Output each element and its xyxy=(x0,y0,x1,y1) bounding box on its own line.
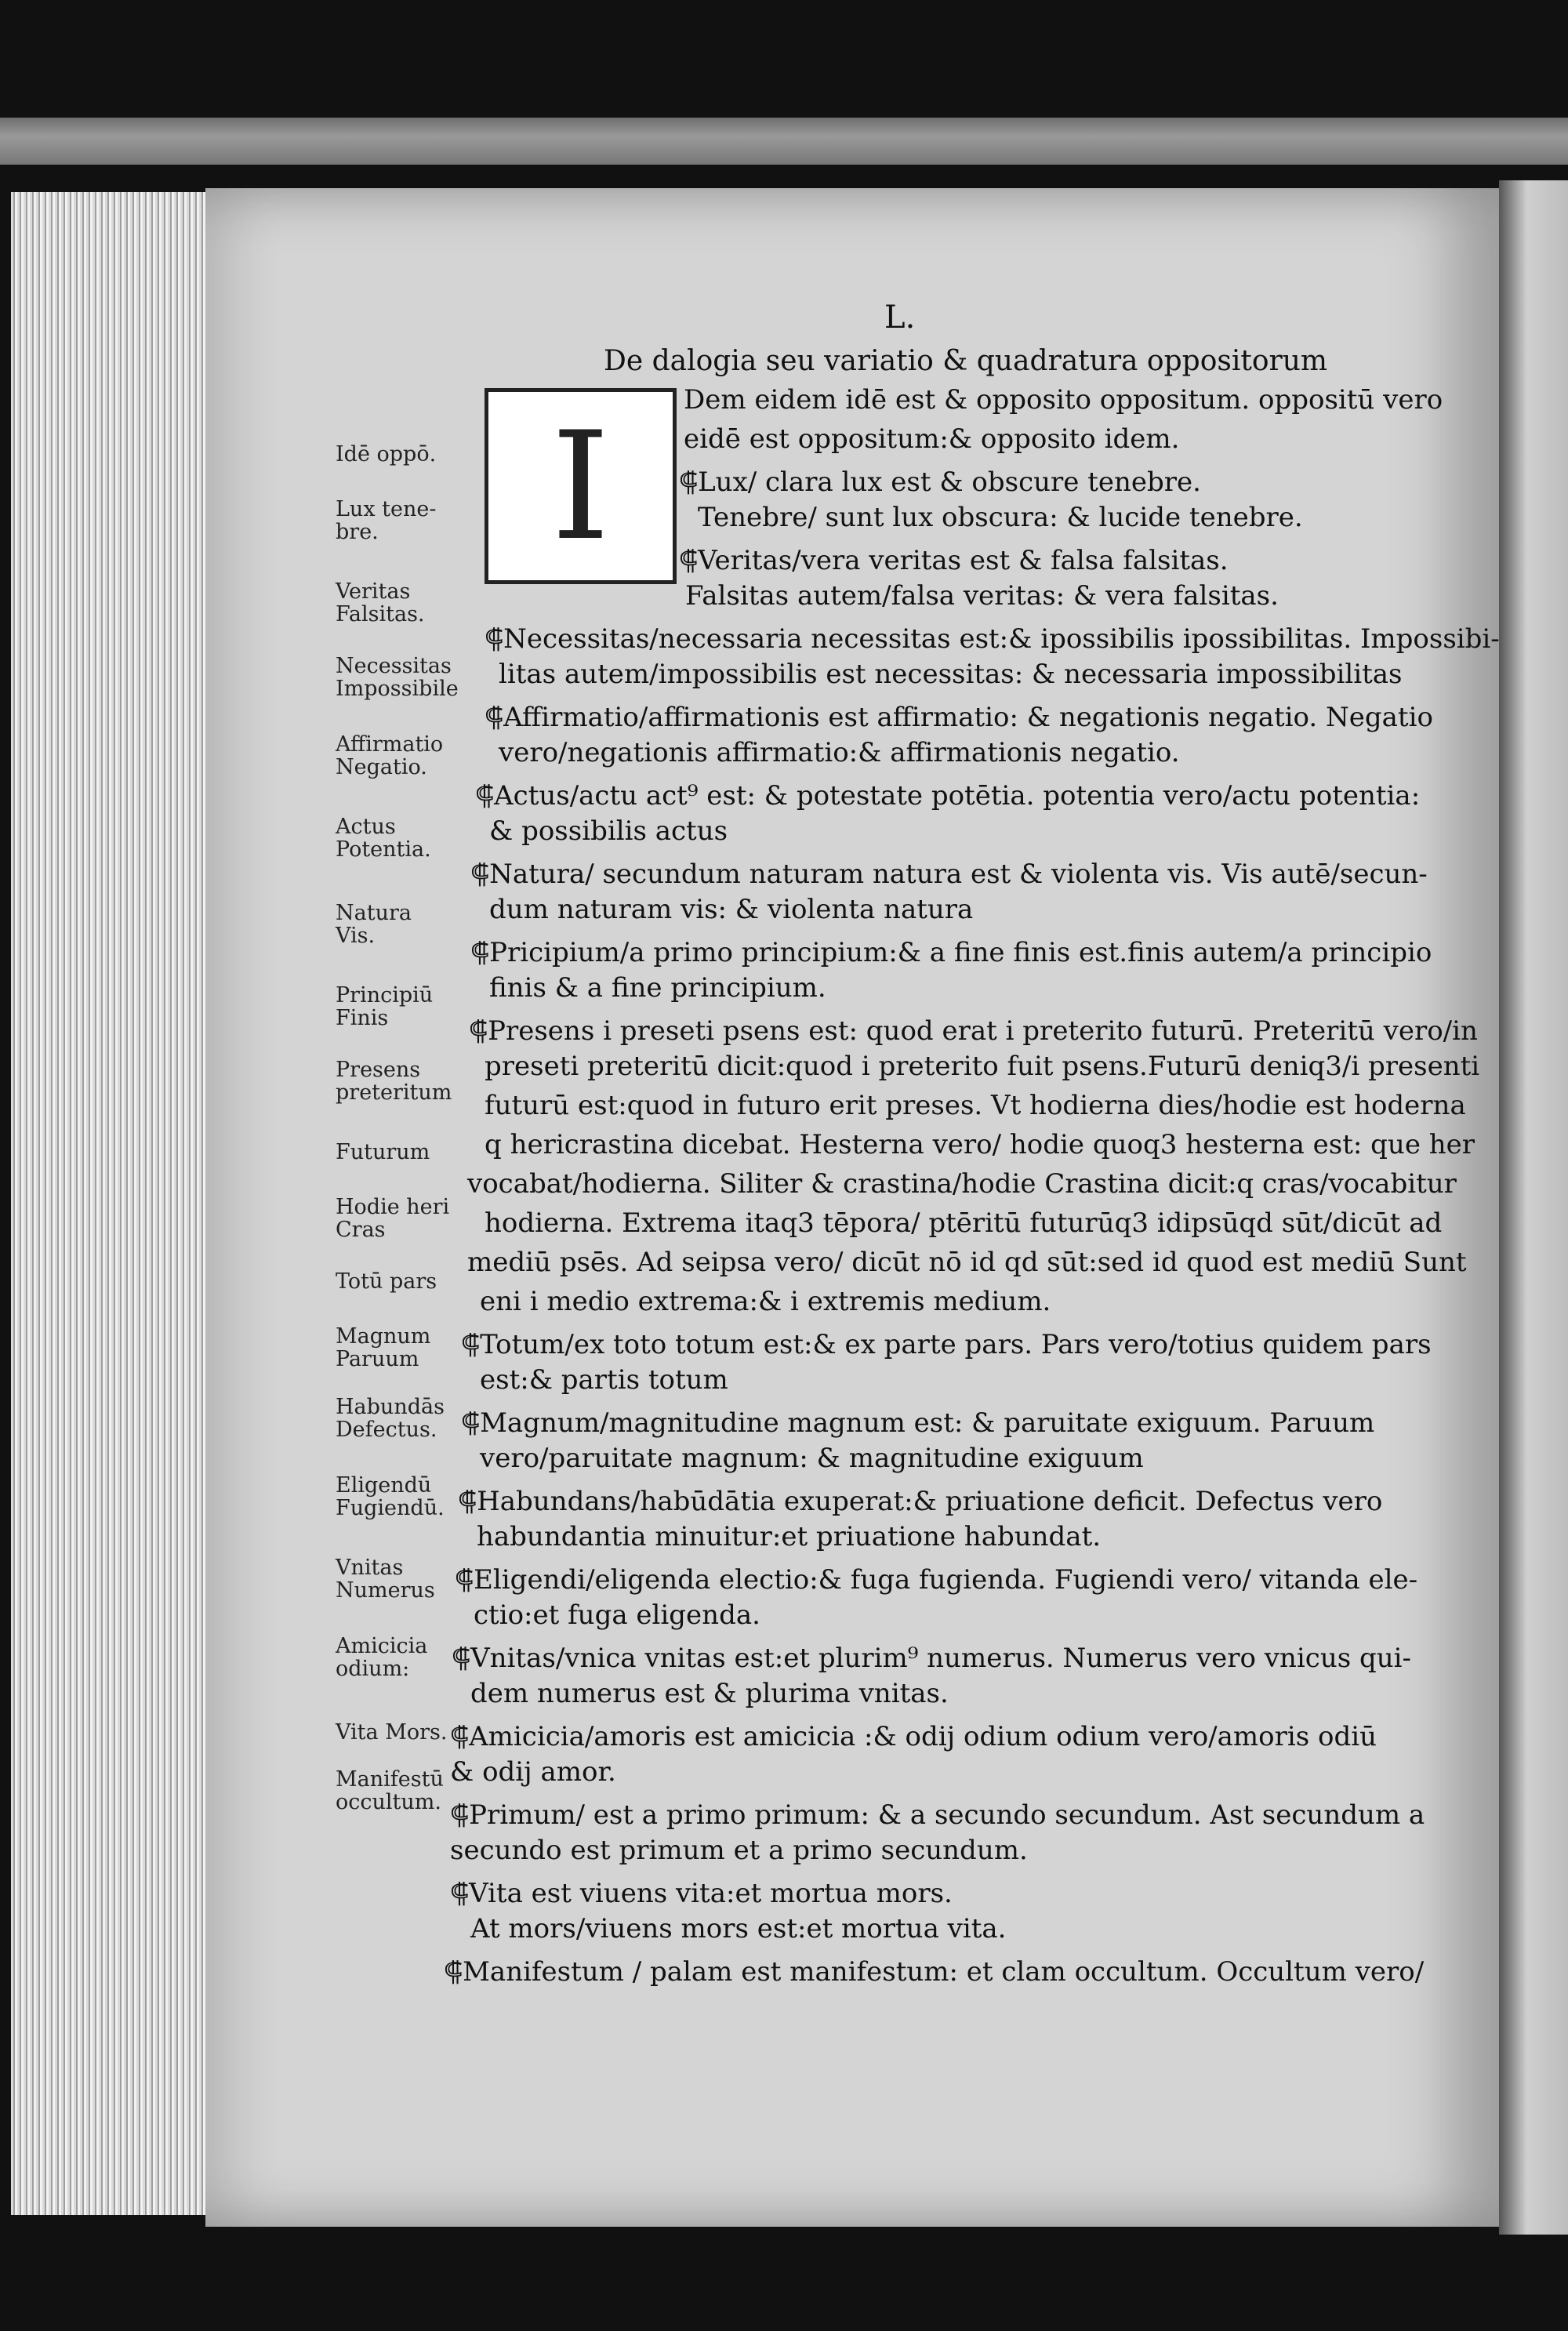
margin-note: Presens preteritum xyxy=(336,1058,452,1105)
text-line: ⸿Lux/ clara lux est & obscure tenebre. xyxy=(679,467,1201,498)
text-line: mediū psēs. Ad seipsa vero/ dicūt nō id qd sūt:sed id quod est mediū Sunt xyxy=(467,1247,1467,1278)
text-line: Dem eidem idē est & opposito oppositum. oppositū vero xyxy=(684,384,1443,416)
text-line: finis & a fine principium. xyxy=(489,972,826,1004)
margin-note: Amicicia odium: xyxy=(336,1634,428,1681)
text-line: ⸿Vnitas/vnica vnitas est:et plurim⁹ numerus. Numerus vero vnicus qui- xyxy=(452,1643,1412,1674)
margin-note: Eligendū Fugiendū. xyxy=(336,1473,445,1520)
text-line: eni i medio extrema:& i extremis medium. xyxy=(480,1286,1051,1317)
margin-note: Lux tene- bre. xyxy=(336,497,437,544)
margin-note: Vnitas Numerus xyxy=(336,1556,435,1603)
text-line: preseti preteritū dicit:quod i preterito fuit psens.Futurū deniq3/i presenti xyxy=(485,1051,1480,1082)
text-line: ctio:et fuga eligenda. xyxy=(474,1599,760,1631)
text-line: ⸿Primum/ est a primo primum: & a secundo secundum. Ast secundum a xyxy=(450,1799,1425,1831)
book-binding xyxy=(0,118,1568,165)
text-line: ⸿Eligendi/eligenda electio:& fuga fugienda. Fugiendi vero/ vitanda ele- xyxy=(455,1564,1418,1596)
margin-note: Hodie heri Cras xyxy=(336,1195,450,1242)
margin-note: Veritas Falsitas. xyxy=(336,579,425,626)
initial-letter: I xyxy=(550,399,611,573)
text-line: ⸿Habundans/habūdātia exuperat:& priuatione deficit. Defectus vero xyxy=(458,1486,1383,1517)
margin-note: Natura Vis. xyxy=(336,901,412,948)
text-line: litas autem/impossibilis est necessitas: & necessaria impossibilitas xyxy=(499,659,1403,690)
text-line: vero/paruitate magnum: & magnitudine exiguum xyxy=(480,1443,1144,1474)
text-line: dem numerus est & plurima vnitas. xyxy=(470,1678,949,1709)
text-line: dum naturam vis: & violenta natura xyxy=(489,894,974,925)
text-line: Tenebre/ sunt lux obscura: & lucide tenebre. xyxy=(698,502,1303,533)
margin-note: Magnum Paruum xyxy=(336,1324,431,1371)
text-line: futurū est:quod in futuro erit preses. Vt hodierna dies/hodie est hoderna xyxy=(485,1090,1466,1121)
facing-page-edge xyxy=(1499,180,1568,2235)
margin-note: Principiū Finis xyxy=(336,983,434,1030)
text-line: ⸿Vita est viuens vita:et mortua mors. xyxy=(450,1878,953,1909)
text-line: eidē est oppositum:& opposito idem. xyxy=(684,423,1180,455)
folio-number: L. xyxy=(884,300,916,336)
text-line: secundo est primum et a primo secundum. xyxy=(450,1835,1028,1866)
text-line: q hericrastina dicebat. Hesterna vero/ hodie quoq3 hesterna est: que her xyxy=(485,1129,1475,1160)
text-line: est:& partis totum xyxy=(480,1364,728,1396)
text-line: vero/negationis affirmatio:& affirmationis negatio. xyxy=(499,737,1180,768)
text-line: ⸿Presens i preseti psens est: quod erat i preterito futurū. Preteritū vero/in xyxy=(469,1015,1478,1047)
chapter-heading: De dalogia seu variatio & quadratura oppositorum xyxy=(604,345,1328,377)
margin-note: Affirmatio Negatio. xyxy=(336,732,444,779)
text-line: ⸿Pricipium/a primo principium:& a fine finis est.finis autem/a principio xyxy=(470,937,1432,968)
text-line: habundantia minuitur:et priuatione habundat. xyxy=(477,1521,1102,1552)
margin-note: Idē oppō. xyxy=(336,442,437,467)
text-line: At mors/viuens mors est:et mortua vita. xyxy=(470,1913,1007,1944)
text-line: ⸿Totum/ex toto totum est:& ex parte pars. Pars vero/totius quidem pars xyxy=(461,1329,1432,1360)
text-line: vocabat/hodierna. Siliter & crastina/hodie Crastina dicit:q cras/vocabitur xyxy=(467,1168,1457,1200)
margin-note: Manifestū occultum. xyxy=(336,1767,444,1814)
margin-note: Vita Mors. xyxy=(336,1720,448,1745)
margin-note: Totū pars xyxy=(336,1269,437,1294)
text-line: ⸿Magnum/magnitudine magnum est: & paruitate exiguum. Paruum xyxy=(461,1407,1375,1439)
text-line: ⸿Actus/actu act⁹ est: & potestate potētia. potentia vero/actu potentia: xyxy=(475,780,1421,811)
margin-note: Necessitas Impossibile xyxy=(336,654,459,701)
text-line: & odij amor. xyxy=(450,1756,616,1788)
text-line: & possibilis actus xyxy=(489,815,728,847)
text-line: ⸿Affirmatio/affirmationis est affirmatio: & negationis negatio. Negatio xyxy=(485,702,1433,733)
page-stack-edge xyxy=(11,192,207,2215)
text-line: ⸿Amicicia/amoris est amicicia :& odij odium odium vero/amoris odiū xyxy=(450,1721,1377,1752)
text-line: ⸿Manifestum / palam est manifestum: et clam occultum. Occultum vero/ xyxy=(444,1956,1425,1988)
text-line: ⸿Necessitas/necessaria necessitas est:& ipossibilis ipossibilitas. Impossibi- xyxy=(485,623,1500,655)
woodcut-initial xyxy=(485,388,677,584)
text-line: ⸿Veritas/vera veritas est & falsa falsitas. xyxy=(679,545,1229,576)
text-line: Falsitas autem/falsa veritas: & vera falsitas. xyxy=(685,580,1279,612)
margin-note: Futurum xyxy=(336,1140,430,1164)
margin-note: Actus Potentia. xyxy=(336,815,431,862)
text-line: hodierna. Extrema itaq3 tēpora/ ptēritū futurūq3 idipsūqd sūt/dicūt ad xyxy=(485,1207,1443,1239)
margin-note: Habundās Defectus. xyxy=(336,1395,445,1442)
text-line: ⸿Natura/ secundum naturam natura est & violenta vis. Vis autē/secun- xyxy=(470,859,1428,890)
